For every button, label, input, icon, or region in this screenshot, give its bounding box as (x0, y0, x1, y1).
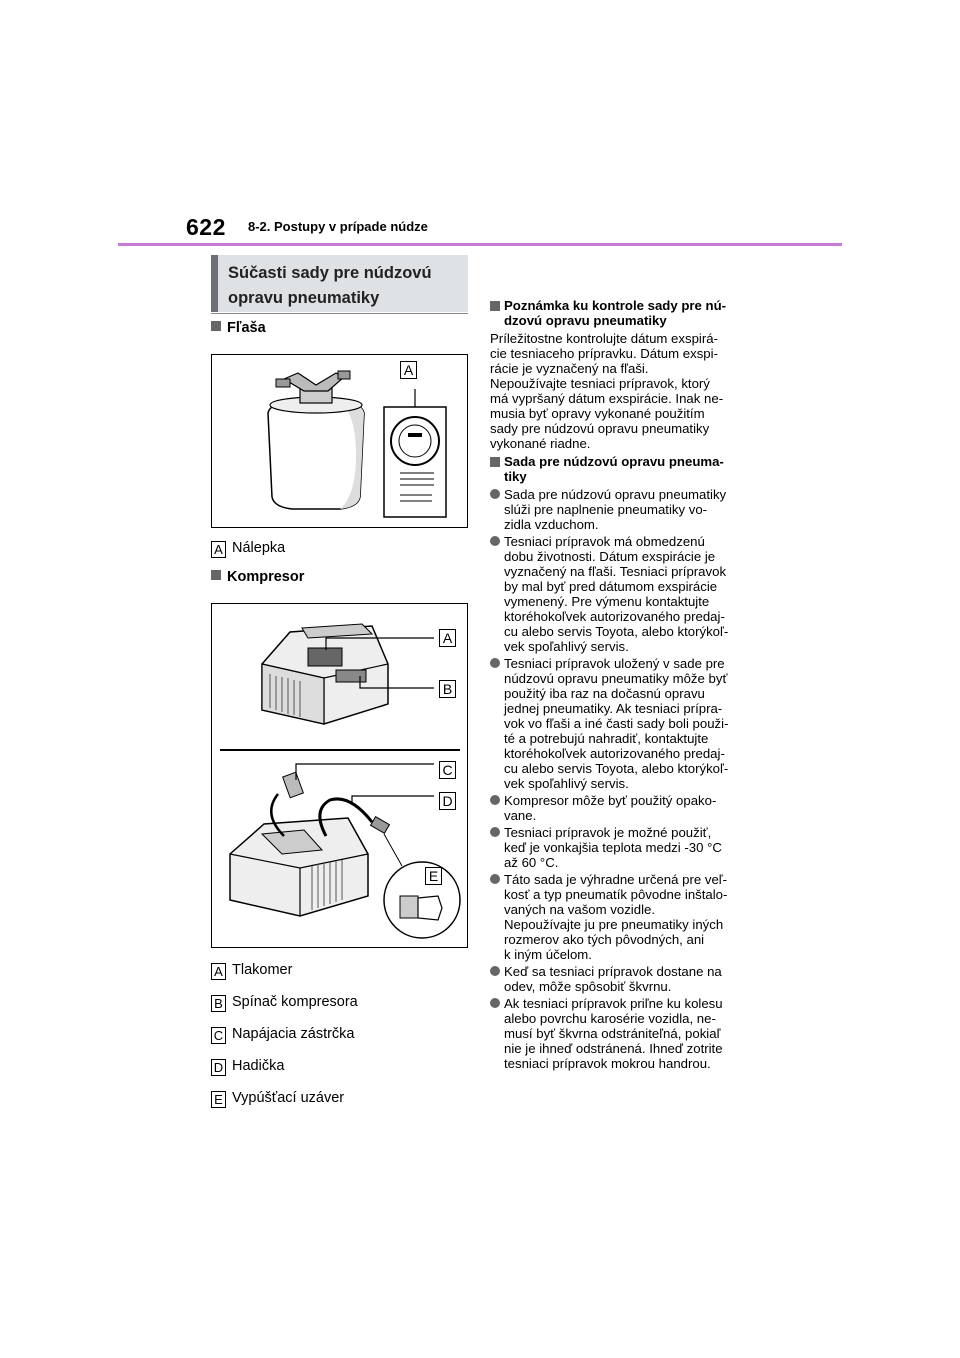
bottle-callout-a: A (400, 361, 417, 379)
bullet-item (490, 872, 752, 962)
page-number: 622 (186, 214, 226, 240)
compressor-legend-c (211, 1024, 355, 1044)
square-bullet-icon (211, 321, 221, 331)
text-line: vok vo fľaši a iné časti sady boli použi- (504, 716, 729, 731)
legend-label: A (211, 541, 226, 558)
bullet-item (490, 534, 752, 654)
text-line: zidla vzduchom. (504, 517, 599, 532)
text-line: má vypršaný dátum exspirácie. Inak ne- (490, 391, 724, 406)
text-line: Nepoužívajte ju pre pneumatiky iných (504, 917, 724, 932)
bottle-figure (211, 354, 468, 528)
compressor-callout-d: D (439, 792, 456, 810)
round-bullet-icon (490, 536, 500, 546)
legend-text: Tlakomer (232, 962, 293, 978)
compressor-legend-e (211, 1088, 344, 1108)
text-line: ktoréhokoľvek autorizovaného predaj- (504, 746, 725, 761)
text-line: núdzovú opravu pneumatiky môže byť (504, 671, 728, 686)
legend-text: Hadička (232, 1058, 285, 1074)
round-bullet-icon (490, 658, 500, 668)
text-line: tesniaci prípravok mokrou handrou. (504, 1056, 711, 1071)
text-line: Keď sa tesniaci prípravok dostane na (504, 964, 722, 979)
compressor-heading-text: Kompresor (227, 569, 305, 585)
text-line: cu alebo servis Toyota, alebo ktorýkoľ- (504, 624, 729, 639)
round-bullet-icon (490, 966, 500, 976)
section-title-line2: opravu pneumatiky (228, 289, 380, 307)
section-title-line1: Súčasti sady pre núdzovú (228, 264, 432, 282)
text-line: musí byť škvrna odstrániteľná, pokiaľ (504, 1026, 721, 1041)
text-line: by mal byť pred dátumom exspirácie (504, 579, 718, 594)
bottle-heading (211, 320, 266, 336)
kit-heading-line: Sada pre núdzovú opravu pneuma- (504, 454, 724, 469)
compressor-illustration (212, 604, 467, 947)
note-heading (490, 298, 752, 328)
text-line: Táto sada je výhradne určená pre veľ- (504, 872, 728, 887)
round-bullet-icon (490, 795, 500, 805)
text-line: odev, môže spôsobiť škvrnu. (504, 979, 672, 994)
text-line: použitý iba raz na dočasnú opravu (504, 686, 705, 701)
compressor-legend-a (211, 960, 292, 980)
text-line: kosť a typ pneumatík pôvodne inštalo- (504, 887, 728, 902)
text-line: rácie je vyznačený na fľaši. (490, 361, 649, 376)
bullet-item (490, 487, 752, 532)
text-line: vykonané riadne. (490, 436, 591, 451)
compressor-legend-b (211, 992, 358, 1012)
note-heading-line: dzovú opravu pneumatiky (504, 313, 667, 328)
text-line: Tesniaci prípravok má obmedzenú (504, 534, 705, 549)
text-line: té a potrebujú nahradiť, kontaktujte (504, 731, 709, 746)
text-line: musia byť opravy vykonané použitím (490, 406, 705, 421)
legend-label: B (211, 995, 226, 1012)
round-bullet-icon (490, 874, 500, 884)
square-bullet-icon (490, 457, 500, 467)
compressor-callout-b: B (439, 680, 456, 698)
square-bullet-icon (211, 570, 221, 580)
text-line: nie je ihneď odstránená. Ihneď zotrite (504, 1041, 723, 1056)
text-line: rozmerov ako tých pôvodných, ani (504, 932, 705, 947)
legend-label: D (211, 1059, 226, 1076)
bullet-item (490, 825, 752, 870)
bottle-heading-text: Fľaša (227, 320, 266, 336)
text-line: vymenený. Pre výmenu kontaktujte (504, 594, 710, 609)
text-line: Príležitostne kontrolujte dátum exspirá- (490, 331, 718, 346)
text-line: jednej pneumatiky. Ak tesniaci prípra- (504, 701, 723, 716)
legend-text: Vypúšťací uzáver (232, 1090, 345, 1106)
legend-label: A (211, 963, 226, 980)
bullet-item (490, 964, 752, 994)
text-line: Tesniaci prípravok uložený v sade pre (504, 656, 725, 671)
compressor-callout-e: E (425, 867, 442, 885)
chapter-title: 8-2. Postupy v prípade núdze (248, 219, 428, 234)
bullet-list (490, 487, 752, 1071)
text-line: Tesniaci prípravok je možné použiť, (504, 825, 712, 840)
legend-label: C (211, 1027, 226, 1044)
compressor-heading (211, 569, 304, 585)
bottle-legend-a (211, 538, 285, 558)
text-line: slúži pre naplnenie pneumatiky vo- (504, 502, 708, 517)
bullet-item (490, 656, 752, 791)
text-line: k iným účelom. (504, 947, 592, 962)
kit-heading (490, 454, 752, 484)
note-paragraph (490, 331, 752, 451)
legend-text: Napájacia zástrčka (232, 1026, 355, 1042)
compressor-figure (211, 603, 468, 948)
text-line: Sada pre núdzovú opravu pneumatiky (504, 487, 727, 502)
text-line: vek spoľahlivý servis. (504, 639, 629, 654)
bullet-item (490, 793, 752, 823)
square-bullet-icon (490, 301, 500, 311)
legend-text: Spínač kompresora (232, 994, 358, 1010)
compressor-legend-d (211, 1056, 284, 1076)
text-line: Ak tesniaci prípravok priľne ku kolesu (504, 996, 723, 1011)
text-line: vek spoľahlivý servis. (504, 776, 629, 791)
round-bullet-icon (490, 489, 500, 499)
bottle-illustration (212, 355, 467, 527)
text-line: ktoréhokoľvek autorizovaného predaj- (504, 609, 725, 624)
text-line: sady pre núdzovú opravu pneumatiky (490, 421, 710, 436)
right-column (490, 298, 752, 1073)
text-line: cie tesniaceho prípravku. Dátum exspi- (490, 346, 718, 361)
text-line: Nepoužívajte tesniaci prípravok, ktorý (490, 376, 710, 391)
text-line: cu alebo servis Toyota, alebo ktorýkoľ- (504, 761, 729, 776)
section-divider (211, 313, 468, 314)
text-line: vyznačený na fľaši. Tesniaci prípravok (504, 564, 727, 579)
legend-label: E (211, 1091, 226, 1108)
header-rule (118, 243, 842, 246)
round-bullet-icon (490, 998, 500, 1008)
bullet-item (490, 996, 752, 1071)
compressor-callout-a: A (439, 629, 456, 647)
text-line: vane. (504, 808, 537, 823)
note-heading-line: Poznámka ku kontrole sady pre nú- (504, 298, 727, 313)
text-line: keď je vonkajšia teplota medzi -30 °C (504, 840, 722, 855)
text-line: Kompresor môže byť použitý opako- (504, 793, 717, 808)
compressor-callout-c: C (439, 761, 456, 779)
text-line: dobu životnosti. Dátum exspirácie je (504, 549, 716, 564)
kit-heading-line: tiky (504, 469, 527, 484)
text-line: vaných na vašom vozidle. (504, 902, 655, 917)
section-title-box (211, 255, 468, 312)
legend-text: Nálepka (232, 540, 286, 556)
text-line: až 60 °C. (504, 855, 559, 870)
round-bullet-icon (490, 827, 500, 837)
text-line: alebo povrchu karosérie vozidla, ne- (504, 1011, 716, 1026)
